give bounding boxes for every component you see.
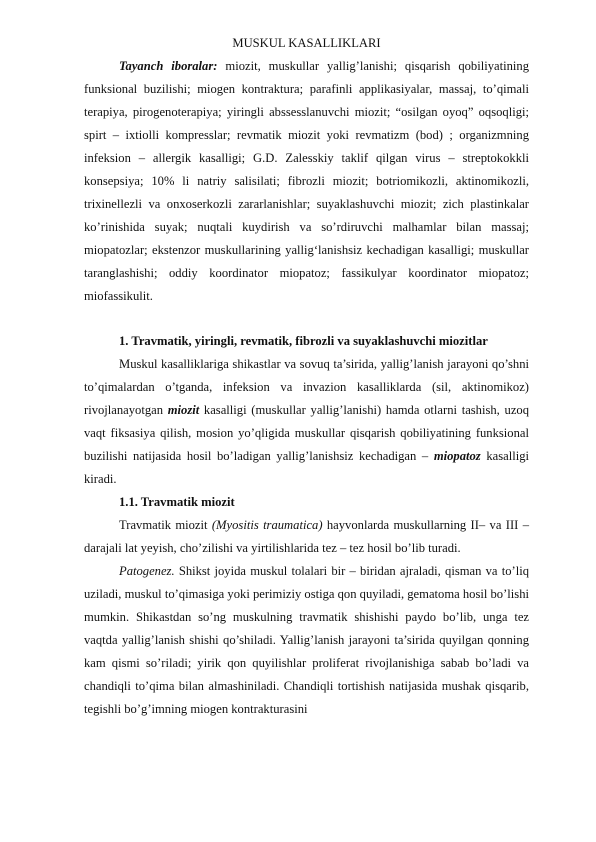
section11-paragraph-2 — [84, 560, 529, 721]
latin-name: (Myositis traumatica) — [211, 518, 323, 532]
section1-text-a: Muskul kasalliklariga shikastlar va sovuq ta’sirida, yallig’lanish jarayoni qo’shni to’qimalardan o’tganda, infeksion va invazion kasalliklarda (sil, aktinomikoz) rivojlanayotgan — [84, 357, 529, 417]
patogenez-label: Patogenez. — [119, 564, 175, 578]
term-miozit: miozit — [167, 403, 200, 417]
section1-text-b: kasalligi (muskullar yallig’lanishi) hamda otlarni tashish, uzoq vaqt fiksasiya qilish, mosion yo’qligida muskullar qisqarish qobiliyatining funksional buzilishi natijasida hosil bo’ladigan yallig’lanishsiz kechadigan – — [84, 403, 529, 463]
intro-text: miozit, muskullar yallig’lanishi; qisqarish qobiliyatining funksional buzilishi; miogen kontraktura; parafinli applikasiyalar, massaj, to’qimali terapiya, pirogenoterapiya; yiringli abssesslanuvchi miozit; “osilgan oyoq” oqsoqligi; spirt – ixtiolli kompresslar; revmatik miozit yoki revmatizm (bod) ; organizmning infeksion – allergik kasalligi; G.D. Zalesskiy taklif qilgan virus – streptokokkli konsepsiya; 10% li natriy salisilati; fibrozli miozit; botriomikozli, aktinomikozli, trixinellezli va onxoserkozli zararlanishlar; suyaklashuvchi miozit; zich plastinkalar ko’rinishida suyak; nuqtali kuydirish va so’rdiruvchi malhamlar bilan massaj; miopatozlar; ekstenzor muskullarining yallig‘lanishsiz kechadigan kasalligi; muskullar taranglashishi; oddiy koordinator miopatoz; fassikulyar koordinator miopatoz; miofassikulit. — [84, 59, 529, 303]
intro-paragraph — [84, 55, 529, 308]
document-page — [84, 0, 529, 721]
section-heading-1-1: 1.1. Travmatik miozit — [119, 495, 235, 509]
patogenez-text: Shikst joyida muskul tolalari bir – biridan ajraladi, qisman va to’liq uziladi, muskul to’qimasiga yoki perimiziy ostiga qon quyiladi, gematoma hosil bo’lishi mumkin. Shikastdan so’ng muskulning travmatik shishishi paydo bo’lib, unga tez vaqtda yallig’lanish shishi qo’shiladi. Yallig’lanish jarayoni ta’sirida quyilgan qonning kam qismi so’riladi; yirik qon quyilishlar proliferat rivojlanishiga sabab bo’ladi va chandiqli to’qima bilan almashiniladi. Chandiqli tortishish natijasida mushak qisqarib, tegishli bo’g’imning miogen kontrakturasini — [84, 564, 529, 716]
section11-text-b: hayvonlarda muskullarning II– va III – darajali lat yeyish, cho’zilishi va yirtilishlarida tez – tez hosil bo’lib turadi. — [84, 518, 529, 555]
section1-text-c: kasalligi kiradi. — [84, 449, 529, 486]
section1-paragraph — [84, 353, 529, 491]
section-heading-1: 1. Travmatik, yiringli, revmatik, fibrozli va suyaklashuvchi miozitlar — [119, 334, 488, 348]
section11-text-a: Travmatik miozit — [119, 518, 212, 532]
section11-paragraph-1 — [84, 514, 529, 560]
intro-label: Tayanch iboralar: — [119, 59, 218, 73]
spacer — [84, 308, 529, 330]
page-title: MUSKUL KASALLIKLARI — [232, 36, 381, 50]
term-miopatoz: miopatoz — [433, 449, 481, 463]
